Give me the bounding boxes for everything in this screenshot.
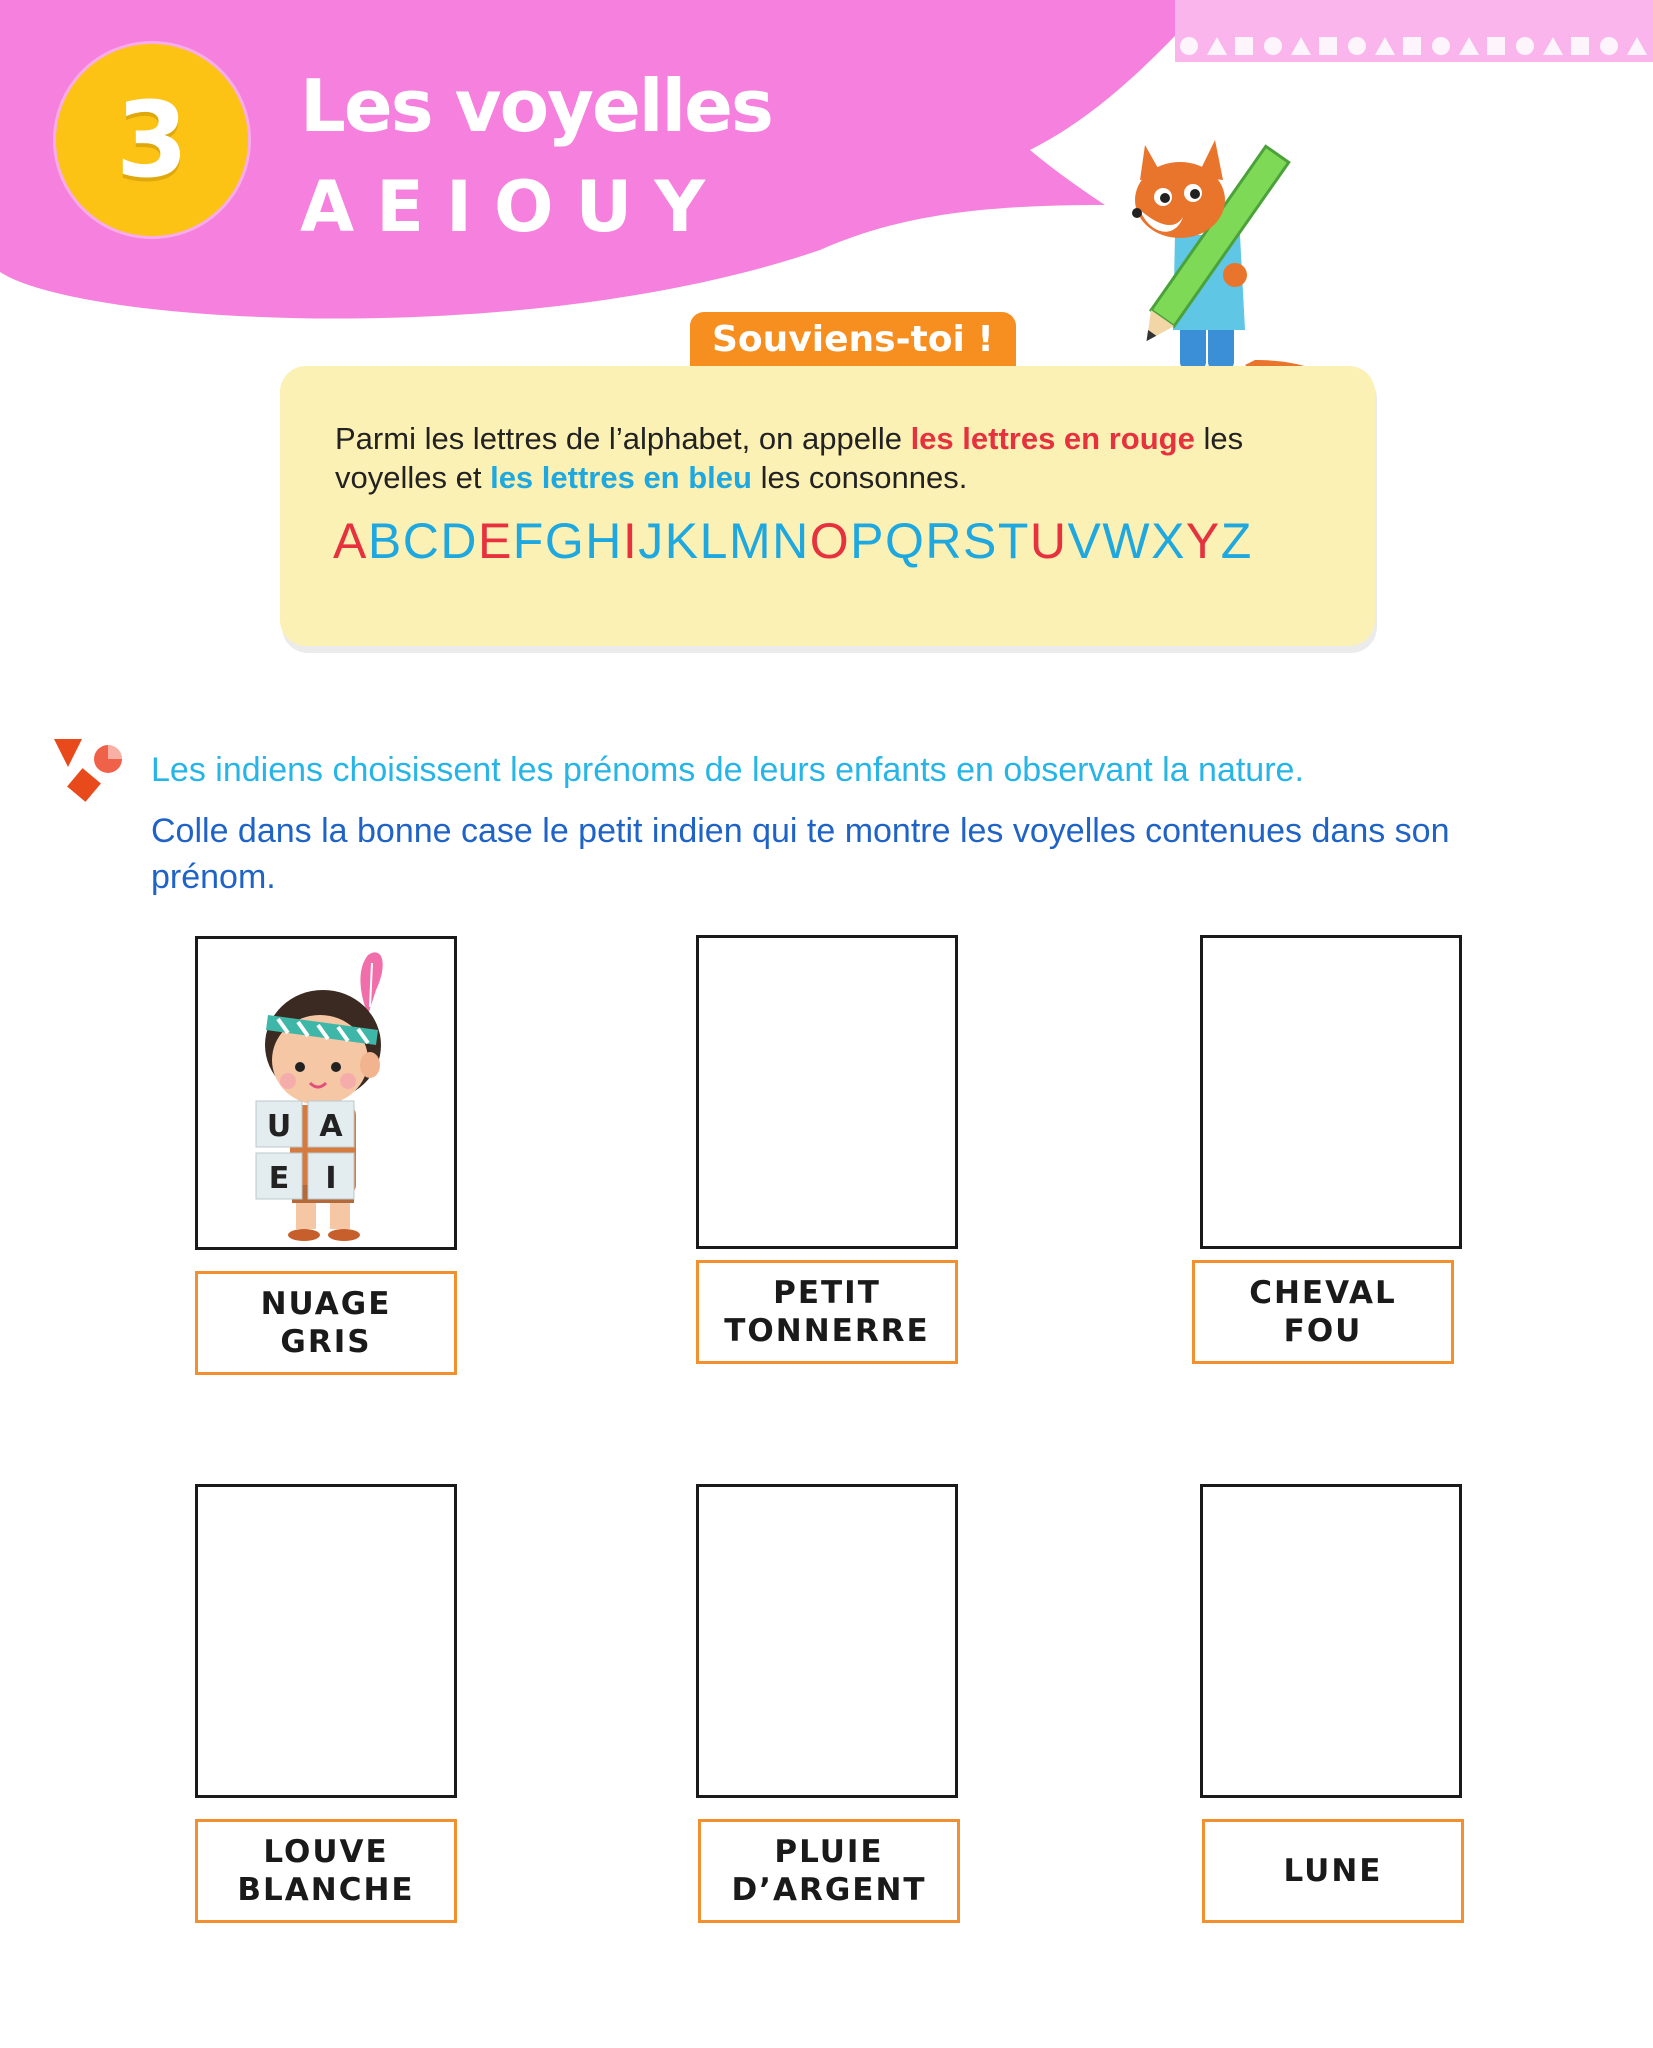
exercise-intro-text: Les indiens choisissent les prénoms de leurs enfants en observant la nature. [151,751,1304,789]
consonant-letter: R [925,513,963,569]
sticker-letter: A [319,1109,343,1144]
reminder-box [280,366,1375,646]
reminder-text-part: Parmi les lettres de l’alphabet, on appelle [335,421,911,456]
name-line: PLUIE [774,1834,884,1870]
name-line: PETIT [773,1275,881,1311]
sticker-drop-box[interactable] [1200,1484,1462,1798]
reminder-text-part: les consonnes. [751,460,968,495]
consonant-letter: X [1151,513,1186,569]
lesson-number-badge: 3 [56,44,248,236]
name-line: D’ARGENT [731,1872,927,1908]
reminder-blue-highlight: les lettres en bleu [490,460,752,495]
name-line: TONNERRE [724,1313,930,1349]
consonant-letter: Q [884,513,926,569]
fox-mascot-illustration [1105,125,1335,380]
consonant-letter: Z [1220,513,1253,569]
indian-name-label [195,1819,457,1923]
sticker-letter: U [266,1109,292,1144]
consonant-letter: C [402,513,441,569]
name-line: LOUVE [263,1834,389,1870]
consonant-letter: L [699,513,729,569]
vowel-letter: E [477,513,513,569]
name-line: GRIS [280,1324,372,1360]
alphabet-row [333,512,1253,570]
name-line: NUAGE [260,1286,392,1322]
consonant-letter: D [440,513,478,569]
reminder-text-part: les voyelles et [335,421,1244,495]
shape-pattern-decoration [1175,30,1653,62]
consonant-letter: N [772,513,810,569]
consonant-letter: M [728,513,773,569]
reminder-text [335,419,1335,497]
name-line: LUNE [1283,1853,1383,1889]
consonant-letter: H [585,513,623,569]
consonant-letter: W [1102,513,1152,569]
sticker-drop-box[interactable] [195,936,457,1250]
exercise-shapes-icon [52,735,130,807]
indian-name-label [698,1819,960,1923]
consonant-letter: J [638,513,665,569]
consonant-letter: P [850,513,885,569]
consonant-letter: T [997,513,1030,569]
vowel-letter: U [1029,513,1068,569]
indian-name-label [696,1260,958,1364]
vowel-letter: O [809,513,851,569]
consonant-letter: G [544,513,586,569]
sticker-drop-box[interactable] [696,935,958,1249]
sticker-drop-box[interactable] [1200,935,1462,1249]
page-subtitle-vowels: AEIOUY [300,166,728,248]
vowel-letter: I [622,513,639,569]
sticker-letter: E [268,1161,290,1196]
indian-name-label [1202,1819,1464,1923]
indian-name-label [195,1271,457,1375]
reminder-red-highlight: les lettres en rouge [910,421,1195,456]
exercise-instruction-text: Colle dans la bonne case le petit indien qui te montre les voyelles contenues dans son prénom. [151,812,1450,896]
page-title: Les voyelles [300,64,772,148]
indian-name-label [1192,1260,1454,1364]
indian-child-sticker-illustration [248,945,408,1243]
vowel-letter: A [333,513,368,569]
sticker-drop-box[interactable] [696,1484,958,1798]
consonant-letter: F [512,513,545,569]
name-line: FOU [1283,1313,1363,1349]
consonant-letter: V [1067,513,1103,569]
sticker-letter: I [325,1161,337,1196]
consonant-letter: B [367,513,403,569]
consonant-letter: S [962,513,998,569]
sticker-drop-box[interactable] [195,1484,457,1798]
name-line: CHEVAL [1249,1275,1397,1311]
name-line: BLANCHE [237,1872,415,1908]
reminder-tab-label: Souviens-toi ! [690,312,1016,368]
consonant-letter: K [664,513,700,569]
vowel-letter: Y [1185,513,1221,569]
